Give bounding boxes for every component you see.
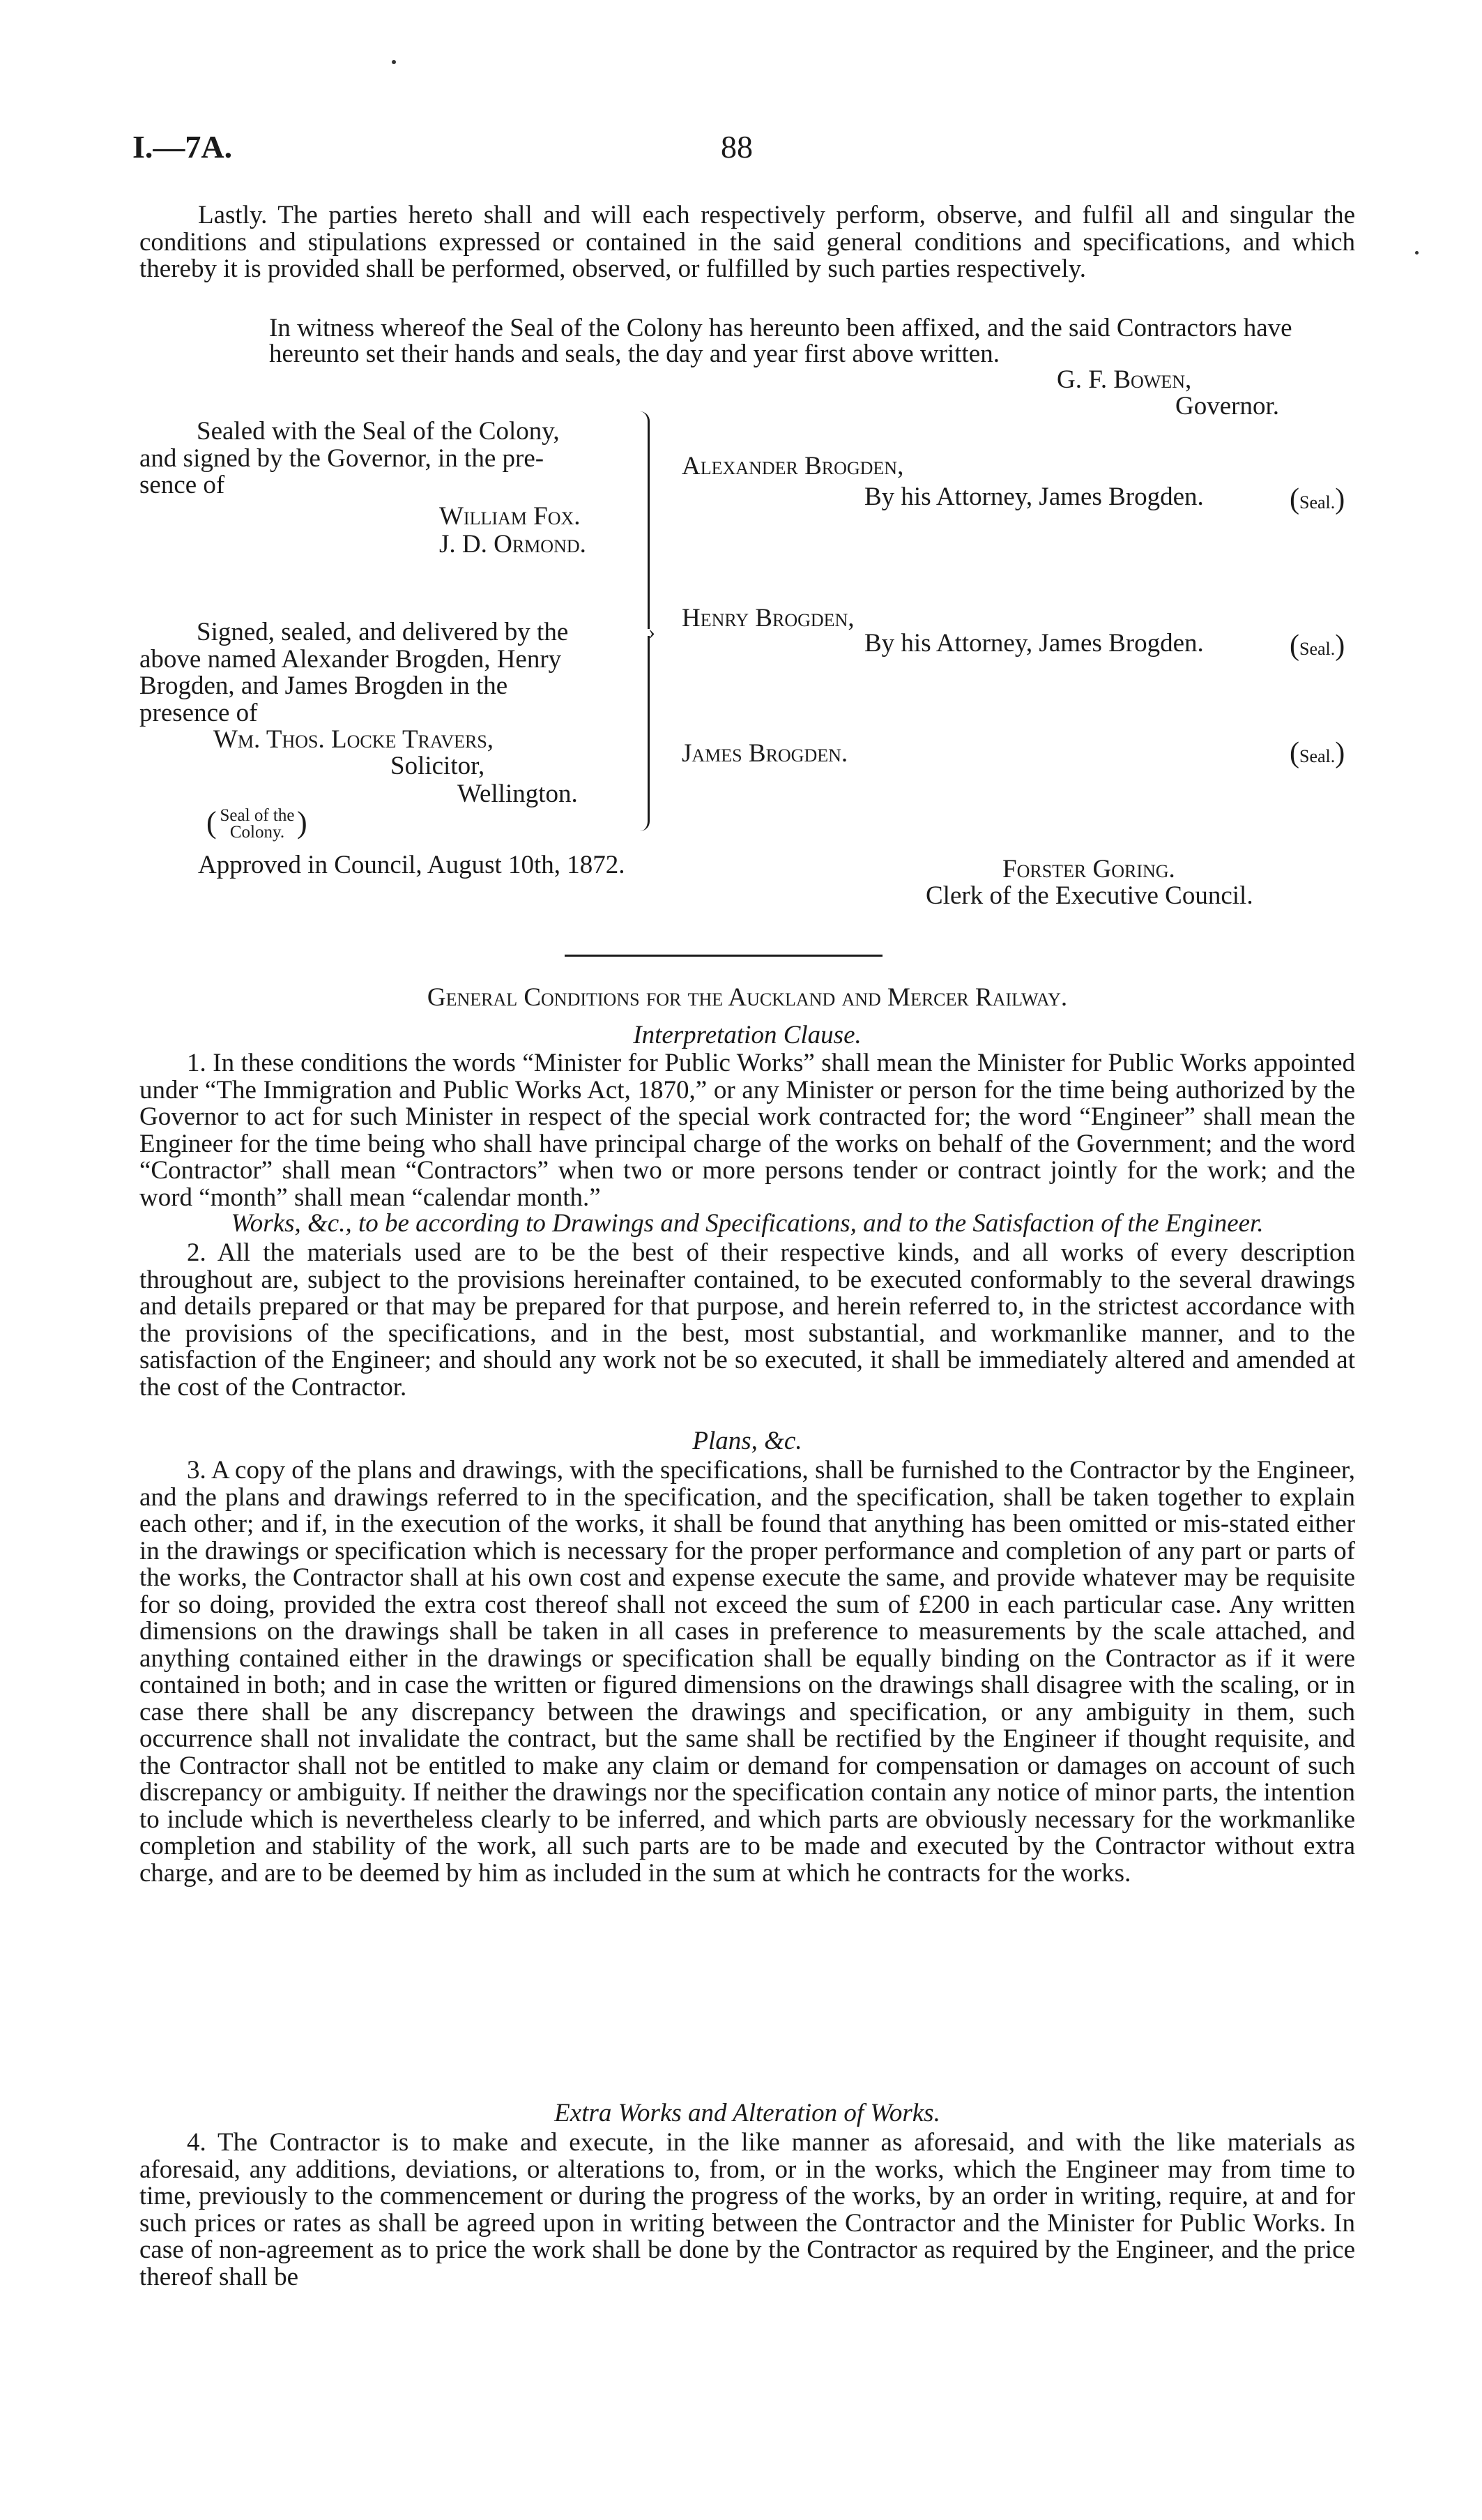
- witness-travers: Wm. Thos. Locke Travers,: [213, 725, 494, 754]
- signatory-seal: (Seal.): [1290, 737, 1345, 769]
- section-text: 1. In these conditions the words “Minister for Public Works” shall mean the Minister for Public Works appointed under “The Immigration and Public Works Act, 1870,” or any Minister or person for the time being authorized by the Governor to act for such Minister in respect of the special work contracted for; the word “Engineer” shall mean the Engineer for the time being who shall have principal charge of the works on behalf of the Government; and the word “Contractor” shall mean “Contractors” when two or more persons tender or contract jointly for the work; and the word “month” shall mean “calendar month.”: [139, 1049, 1355, 1212]
- conditions-title: General Conditions for the Auckland and Mercer Railway.: [427, 983, 1068, 1012]
- section-heading: Plans, &c.: [692, 1427, 802, 1455]
- witness-ormond: J. D. Ormond.: [439, 530, 586, 559]
- signatory-name: James Brogden.: [682, 739, 848, 768]
- lastly-paragraph: Lastly. The parties hereto shall and will each respectively perform, observe, and fulfil all and singular the conditions and stipulations expressed or contained in the said general conditions and specifications, and which thereby it is provided shall be performed, observed, or fulfilled by such parties respectively.: [139, 201, 1355, 283]
- section-text: 4. The Contractor is to make and execute, in the like manner as aforesaid, and with the like materials as aforesaid, any additions, deviations, or alterations to, from, or in the works, which the Engineer may from time to time, previously to the commencement or during the progress of the works, by an order in writing, require, at and for such prices or rates as shall be agreed upon in writing between the Contractor and the Minister for Public Works. In case of non-agreement as to price the work shall be done by the Contractor as required by the Engineer, and the price thereof shall be: [139, 2128, 1355, 2291]
- clerk-name: Forster Goring.: [1002, 855, 1175, 883]
- seal-label: Seal.: [1299, 492, 1336, 513]
- signatory-name: Alexander Brogden,: [682, 452, 904, 480]
- scan-speck: [392, 60, 396, 64]
- seal-close-paren: ): [297, 805, 307, 840]
- seal-label: Seal.: [1299, 746, 1336, 766]
- section-divider: [565, 955, 883, 957]
- signatory-attorney: By his Attorney, James Brogden.: [864, 483, 1204, 511]
- witness-place: Wellington.: [457, 780, 578, 808]
- colony-seal-line: Seal of the: [220, 806, 295, 825]
- colony-seal-label: [219, 807, 296, 841]
- sealed-clause: [139, 418, 627, 499]
- sealed-clause-line: Sealed with the Seal of the Colony,: [197, 417, 560, 446]
- signatory-name: Henry Brogden,: [682, 604, 855, 632]
- section-heading: Extra Works and Alteration of Works.: [554, 2099, 940, 2127]
- section-text: 2. All the materials used are to be the best of their respective kinds, and all works of every description throughout are, subject to the provisions hereinafter contained, to be executed conformably to the several drawings and details prepared or that may be prepared for that purpose, and herein referred to, in the strictest accordance with the provisions of the specifications, and in the best, most substantial, and workmanlike manner, and to the satisfaction of the Engineer; and should any work not be so executed, it shall be immediately altered and amended at the cost of the Contractor.: [139, 1238, 1355, 1402]
- seal-open-paren: (: [206, 805, 217, 840]
- attestation-brace: [638, 636, 650, 831]
- signatory-seal: (Seal.): [1290, 630, 1345, 662]
- clerk-title: Clerk of the Executive Council.: [926, 881, 1253, 910]
- section-heading: Interpretation Clause.: [633, 1021, 862, 1049]
- attestation-brace: [638, 411, 650, 629]
- colony-seal-line: Colony.: [229, 823, 285, 842]
- signed-clause: [139, 619, 627, 727]
- sealed-clause-line: sence of: [139, 471, 225, 499]
- witness-paragraph: In witness whereof the Seal of the Colony has hereunto been affixed, and the said Contractors have hereunto set their hands and seals, the day and year first above written.: [269, 314, 1292, 368]
- governor-name: G. F. Bowen,: [1057, 365, 1192, 394]
- signatory-seal: (Seal.): [1290, 483, 1345, 515]
- signatory-attorney: By his Attorney, James Brogden.: [864, 629, 1204, 658]
- governor-title: Governor.: [1175, 392, 1279, 420]
- seal-label: Seal.: [1299, 639, 1336, 659]
- document-reference: I.—7A.: [132, 129, 233, 165]
- page-number: 88: [721, 129, 753, 165]
- section-heading: Works, &c., to be according to Drawings and Specifications, and to the Satisfaction of the Engineer.: [231, 1209, 1264, 1238]
- section-text: 3. A copy of the plans and drawings, with the specifications, shall be furnished to the Contractor by the Engineer, and the plans and drawings referred to in the specification, and the specification, shall be taken together to explain each other; and if, in the execution of the works, it shall be found that anything has been omitted or mis-stated either in the drawings or specification which is necessary for the proper performance and completion of any part or parts of the works, the Contractor shall at his own cost and expense execute the same, and provide whatever may be requisite for so doing, provided the extra cost thereof shall not exceed the sum of £200 in each particular case. Any written dimensions on the drawings shall be taken in all cases in preference to measurements by the scale attached, and anything contained either in the drawings or specification shall be equally binding on the Contractor as if it were contained in both; and in case the written or figured dimensions on the drawings shall disagree with the scaling, or in case there shall be any discrepancy between the drawings and specification, or any ambiguity in them, such occurrence shall not invalidate the contract, but the same shall be rectified by the Engineer if thought requisite, and the Contractor shall not be entitled to make any claim or demand for compensation or damages on account of such discrepancy or ambiguity. If neither the drawings nor the specification contain any notice of minor parts, the intention to include which is nevertheless clearly to be inferred, and which parts are obviously necessary for the workmanlike completion and stability of the work, all such parts are to be made and executed by the Contractor without extra charge, and are to be deemed by him as included in the sum at which he contracts for the works.: [139, 1456, 1355, 1888]
- sealed-clause-line: and signed by the Governor, in the pre-: [139, 443, 544, 473]
- scan-speck: [1415, 251, 1419, 255]
- signed-clause-line: presence of: [139, 698, 258, 727]
- signed-clause-line: above named Alexander Brogden, Henry: [139, 644, 562, 674]
- signed-clause-line: Signed, sealed, and delivered by the: [197, 618, 569, 646]
- signed-clause-line: Brogden, and James Brogden in the: [139, 671, 508, 700]
- attestation-brace-point: ›: [648, 621, 655, 644]
- witness-william-fox: William Fox.: [439, 502, 581, 531]
- witness-role: Solicitor,: [390, 752, 485, 780]
- approval-text: Approved in Council, August 10th, 1872.: [198, 851, 625, 879]
